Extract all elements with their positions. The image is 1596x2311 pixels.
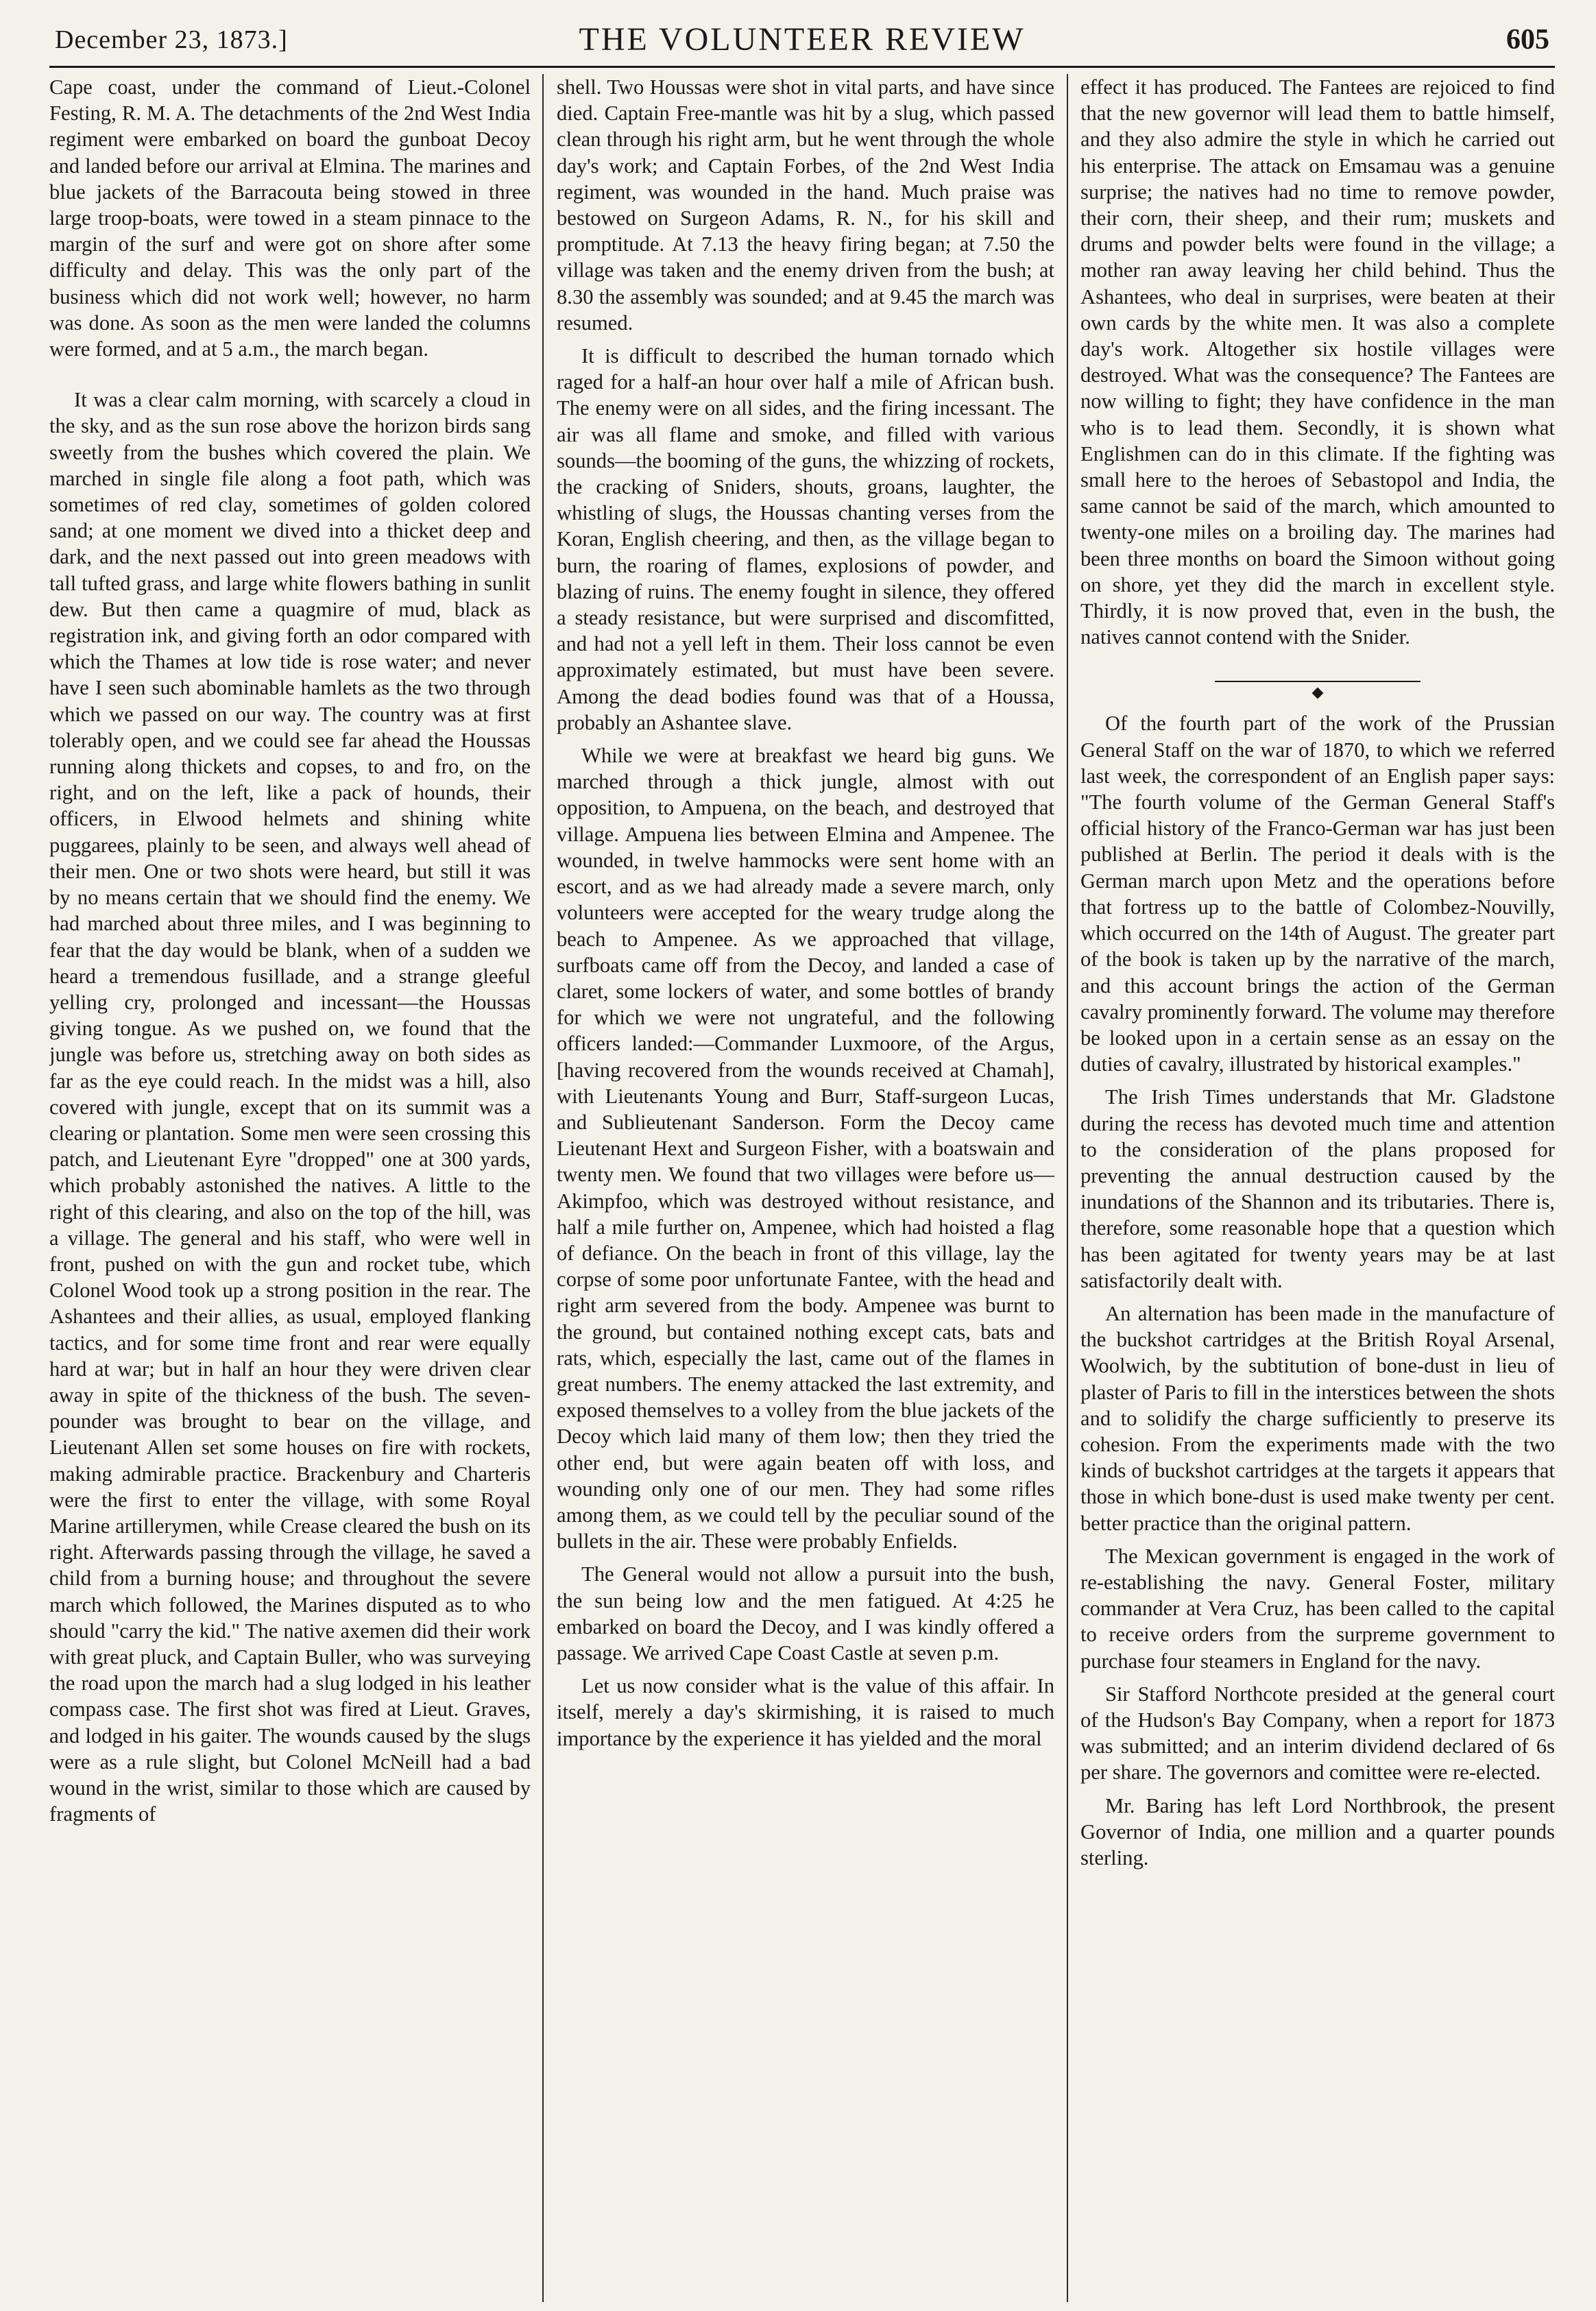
section-divider [1215, 677, 1420, 686]
publication-title: THE VOLUNTEER REVIEW [579, 21, 1026, 58]
paragraph: While we were at breakfast we heard big guns. We marched through a thick jungle, almost with out opposition, to Ampuena, on the beach, and destroyed that village. Ampuena lies between Elmina and Ampenee. The wounded, in twelve hammocks were sent home with an escort, and as we had already made a severe march, only volunteers were accepted for the weary trudge along the beach to Ampenee. As we approached that village, surfboats came off from the Decoy, and landed a case of claret, some lockers of water, and some bottles of brandy for which we were not ungrateful, and the following officers landed:—Commander Luxmoore, of the Argus, [having recovered from the wounds received at Chamah], with Lieutenants Young and Burr, Staff-surgeon Lucas, and Sublieutenant Sanderson. Form the Decoy came Lieutenant Hext and Surgeon Fisher, with a boatswain and twenty men. We found that two villages were before us—Akimpfoo, which was destroyed without resistance, and half a mile further on, Ampenee, which had hoisted a flag of defiance. On the beach in front of this village, lay the corpse of some poor unfortunate Fantee, with the head and right arm severed from the body. Ampenee was burnt to the ground, but contained nothing except cats, bats and rats, which, especially the last, came out of the flames in great numbers. The enemy attacked the last extremity, and exposed themselves to a volley from the blue jackets of the Decoy which laid many of them low; then they tried the other end, but were again beaten off with loss, and wounding only one of our men. They had some rifles among them, as we could tell by the peculiar sound of the bullets in the air. These were probably Enfields. [557, 744, 1054, 1553]
paragraph: shell. Two Houssas were shot in vital parts, and have since died. Captain Free-mantle was hit by a slug, which passed clean through his right arm, but he went through the whole day's work; and Captain Forbes, of the 2nd West India regiment, was wounded in the hand. Much praise was bestowed on Surgeon Adams, R. N., for his skill and promptitude. At 7.13 the heavy firing began; at 7.50 the village was taken and the enemy driven from the bush; at 8.30 the assembly was sounded; and at 9.45 the march was resumed. [557, 75, 1054, 335]
column-3 [1080, 74, 1555, 2275]
paragraph: Cape coast, under the command of Lieut.-Colonel Festing, R. M. A. The detachments of the 2nd West India regiment were embarked on board the gunboat Decoy and landed before our arrival at Elmina. The marines and blue jackets of the Barracouta being stowed in three large troop-boats, were towed in a steam pinnace to the margin of the surf and were got on shore after some difficulty and delay. This was the only part of the business which did not work well; however, no harm was done. As soon as the men were landed the columns were formed, and at 5 a.m., the march began. [49, 75, 531, 361]
column-1 [49, 74, 531, 2275]
paragraph: Sir Stafford Northcote presided at the general court of the Hudson's Bay Company, when a report for 1873 was submitted; and an interim dividend declared of 6s per share. The governors and comittee were re-elected. [1080, 1682, 1555, 1784]
paragraph: Let us now consider what is the value of this affair. In itself, merely a day's skirmishing, it is raised to much importance by the experience it has yielded and the moral [557, 1674, 1054, 1750]
column-rule [1067, 74, 1068, 2302]
issue-date: December 23, 1873.] [55, 25, 288, 54]
paragraph: It is difficult to described the human tornado which raged for a half-an hour over half a mile of African bush. The enemy were on all sides, and the firing incessant. The air was all flame and smoke, and filled with various sounds—the booming of the guns, the whizzing of rockets, the cracking of Sniders, shouts, groans, laughter, the whistling of slugs, the Houssas chanting verses from the Koran, English cheering, and then, as the village began to burn, the roaring of flames, explosions of powder, and blazing of ruins. The enemy fought in silence, they offered a steady resistance, but were surprised and discomfitted, and had not a yell left in them. Their loss cannot be even approximately estimated, but must have been severe. Among the dead bodies found was that of a Houssa, probably an Ashantee slave. [557, 344, 1054, 734]
paragraph: Of the fourth part of the work of the Prussian General Staff on the war of 1870, to which we referred last week, the correspondent of an English paper says: "The fourth volume of the German General Staff's official history of the Franco-German war has just been published at Berlin. The period it deals with is the German march upon Metz and the operations before that fortress up to the battle of Colombez-Nouvilly, which occurred on the 14th of August. The greater part of the book is taken up by the narrative of the march, and this account brings the action of the German cavalry prominently forward. The volume may therefore be looked upon in a certain sense as an essay on the duties of cavalry, illustrated by historical examples." [1080, 712, 1555, 1076]
paragraph: An alternation has been made in the manufacture of the buckshot cartridges at the British Royal Arsenal, Woolwich, by the subtitution of bone-dust in lieu of plaster of Paris to fill in the interstices between the shots and to solidify the charge sufficiently to preserve its cohesion. From the experiments made with the two kinds of buckshot cartridges at the targets it appears that those in which bone-dust is used make twenty per cent. better practice than the original pattern. [1080, 1301, 1555, 1535]
page-number: 605 [1506, 24, 1549, 56]
paragraph: Mr. Baring has left Lord Northbrook, the present Governor of India, one million and a quarter pounds sterling. [1080, 1793, 1555, 1870]
paragraph: effect it has produced. The Fantees are rejoiced to find that the new governor will lead them to battle himself, and they also admire the style in which he carried out his enterprise. The attack on Emsamau was a genuine surprise; the natives had no time to remove powder, their corn, their sheep, and their rum; muskets and drums and powder belts were found in the village; a mother ran away leaving her child behind. Thus the Ashantees, who deal in surprises, were beaten at their own cards by the white men. It was also a complete day's work. Altogether six hostile villages were destroyed. What was the consequence? The Fantees are now willing to fight; they have confidence in the man who is to lead them. Secondly, it is shown what Englishmen can do in this climate. If the fighting was small here to the heroes of Sebastopol and India, the same cannot be said of the march, which amounted to twenty-one miles on a broiling day. The marines had been three months on board the Simoon without going on shore, yet they did the march in excellent style. Thirdly, it is now proved that, even in the bush, the natives cannot contend with the Snider. [1080, 75, 1555, 649]
column-2 [557, 74, 1054, 2275]
page-header [49, 10, 1555, 68]
paragraph: It was a clear calm morning, with scarcely a cloud in the sky, and as the sun rose above the horizon birds sang sweetly from the bushes which covered the plain. We marched in single file along a foot path, which was sometimes of red clay, sometimes of golden colored sand; at one moment we dived into a thicket deep and dark, and the next passed out into green meadows with tall tufted grass, and large white flowers bathing in sunlit dew. But then came a quagmire of mud, black as registration ink, and giving forth an odor compared with which the Thames at low tide is rose water; and never have I seen such abominable hamlets as the two through which we passed on our way. The country was at first tolerably open, and we could see far ahead the Houssas running along thickets and copses, to and fro, on the right, and on the left, like a pack of hounds, their officers, in Elwood helmets and shining white puggarees, plainly to be seen, and always well ahead of their men. One or two shots were heard, but still it was by no means certain that we should find the enemy. We had marched about three miles, and I was beginning to fear that the day would be blank, when of a sudden we heard a tremendous fusillade, and a strange gleeful yelling cry, prolonged and incessant—the Houssas giving tongue. As we pushed on, we found that the jungle was before us, stretching away on both sides as far as the eye could reach. In the midst was a hill, also covered with jungle, except that on its summit was a clearing or plantation. Some men were seen crossing this patch, and Lieutenant Eyre "dropped" one at 300 yards, which probably astonished the natives. A little to the right of this clearing, and also on the top of the hill, was a village. The general and his staff, who were well in front, pushed on with the gun and rocket tube, which Colonel Wood took up a strong position in the rear. The Ashantees and their allies, as usual, employed flanking tactics, and for some time front and rear were equally hard at war; but in half an hour they were driven clear away in spite of the thickness of the bush. The seven-pounder was brought to bear on the village, and Lieutenant Allen set some houses on fire with rockets, making admirable practice. Brackenbury and Charteris were the first to enter the village, with some Royal Marine artillerymen, while Crease cleared the bush on its right. Afterwards passing through the village, he saved a child from a burning house; and throughout the severe march which followed, the Marines disputed as to who should "carry the kid." The native axemen did their work with great pluck, and Captain Buller, who was surveying the road upon the march had a slug lodged in his leather compass case. The first shot was fired at Lieut. Graves, and lodged in his gaiter. The wounds caused by the slugs were as a rule slight, but Colonel McNeill had a bad wound in the wrist, similar to those which are caused by fragments of [49, 388, 531, 1826]
column-rule [542, 74, 544, 2302]
paragraph: The Mexican government is engaged in the work of re-establishing the navy. General Foster, military commander at Vera Cruz, has been called to the capital to receive orders from the surpreme government to purchase four steamers in England for the navy. [1080, 1544, 1555, 1673]
paragraph: The General would not allow a pursuit into the bush, the sun being low and the men fatigued. At 4:25 he embarked on board the Decoy, and I was kindly offered a passage. We arrived Cape Coast Castle at seven p.m. [557, 1562, 1054, 1665]
paragraph: The Irish Times understands that Mr. Gladstone during the recess has devoted much time and attention to the consideration of the plans proposed for preventing the annual destruction caused by the inundations of the Shannon and its tributaries. There is, therefore, some reasonable hope that a question which has been agitated for twenty years may be at last satisfactorily dealt with. [1080, 1085, 1555, 1292]
